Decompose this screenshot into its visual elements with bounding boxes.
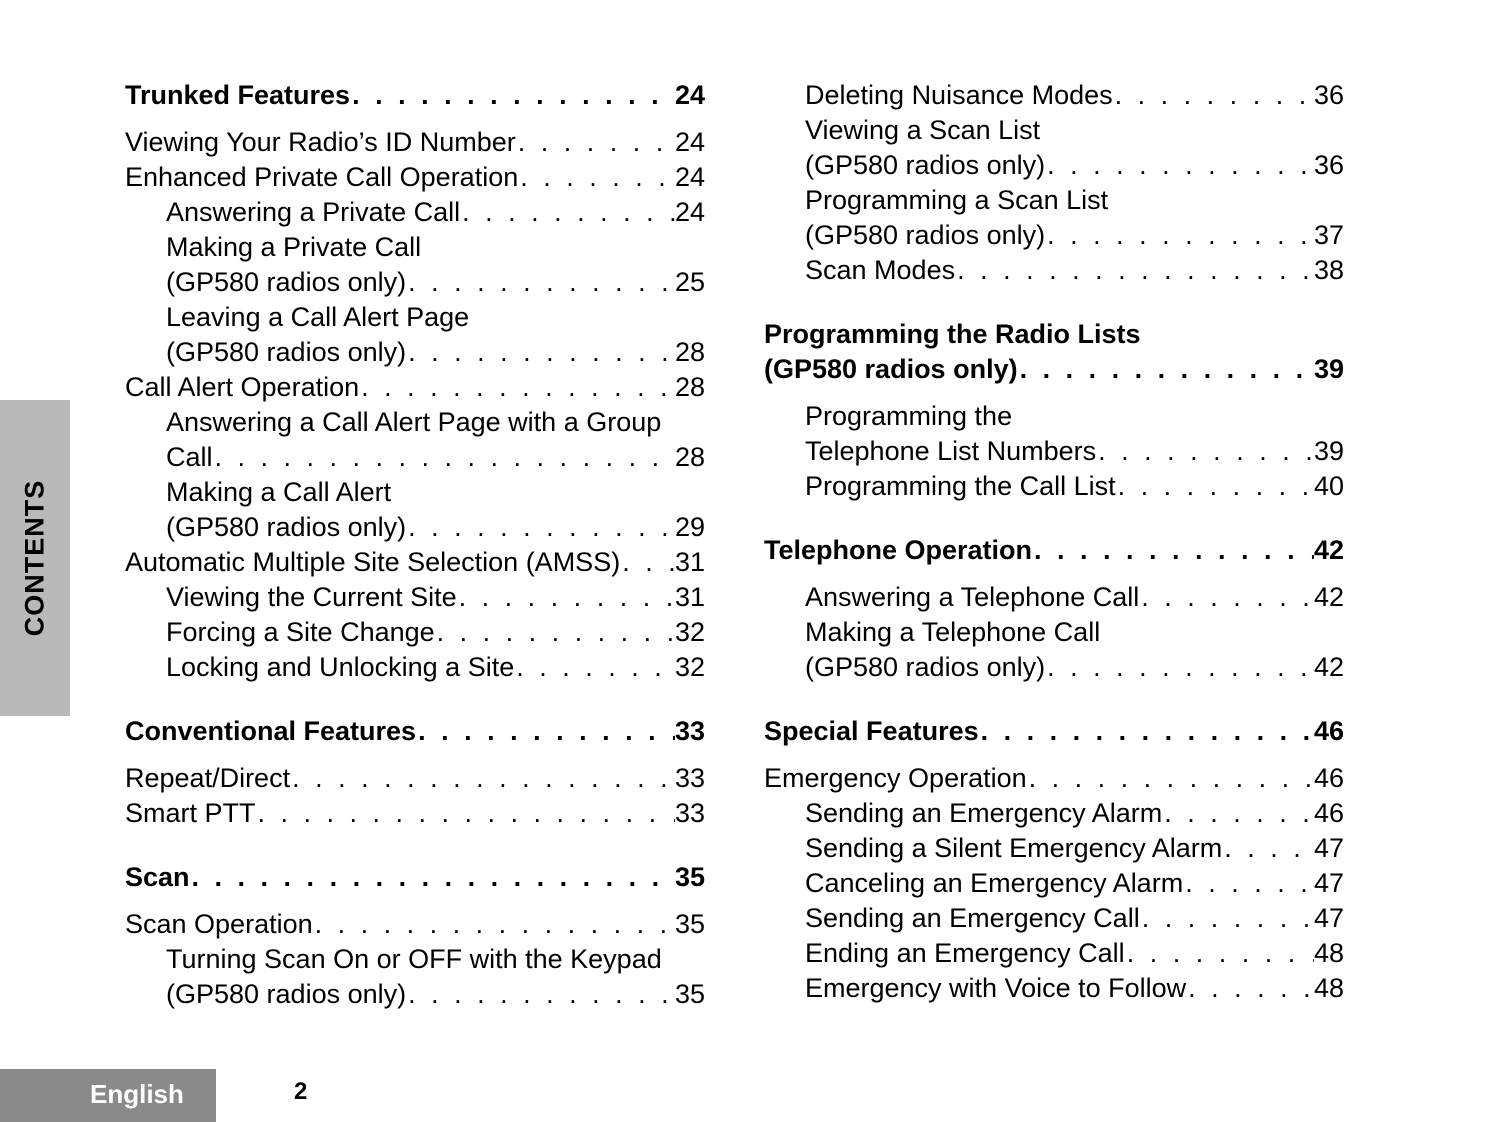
toc-entry-locking-site[interactable]: Locking and Unlocking a Site . . . 32 [166, 650, 705, 685]
toc-heading-programming-radio-lists-line1: Programming the Radio Lists [764, 319, 1141, 349]
toc-entry-call-alert-operation[interactable]: Call Alert Operation . . . 28 [125, 370, 705, 405]
toc-entry-answering-private-call[interactable]: Answering a Private Call . . . 24 [166, 195, 705, 230]
toc-entry-programming-call-list[interactable]: Programming the Call List . . . 40 [805, 469, 1344, 504]
toc-entry-programming-tel-list[interactable]: Telephone List Numbers . . . 39 [805, 434, 1344, 469]
toc-heading-special-features[interactable]: Special Features . . . 46 [764, 714, 1344, 749]
toc-entry-turning-scan-line1: Turning Scan On or OFF with the Keypad [166, 944, 662, 974]
toc-entry-making-telephone-line1: Making a Telephone Call [805, 617, 1101, 647]
toc-entry-viewing-scan-list[interactable]: (GP580 radios only) . . . 36 [805, 148, 1344, 183]
toc-entry-answering-alert[interactable]: Call . . . 28 [166, 440, 705, 475]
toc-entry-making-telephone[interactable]: (GP580 radios only) . . . 42 [805, 650, 1344, 685]
toc-entry-repeat-direct[interactable]: Repeat/Direct . . . 33 [125, 761, 705, 796]
page-number: 2 [294, 1078, 308, 1105]
toc-entry-smart-ptt[interactable]: Smart PTT . . . 33 [125, 796, 705, 831]
toc-left-column [125, 78, 705, 1012]
toc-entry-scan-modes[interactable]: Scan Modes . . . 38 [805, 253, 1344, 288]
toc-entry-emergency-operation[interactable]: Emergency Operation . . . 46 [764, 761, 1344, 796]
toc-heading-conventional-features[interactable]: Conventional Features . . . 33 [125, 714, 705, 749]
toc-heading-scan[interactable]: Scan . . . 35 [125, 860, 705, 895]
toc-entry-ending-emergency-call[interactable]: Ending an Emergency Call . . . 48 [805, 936, 1344, 971]
toc-entry-forcing-site[interactable]: Forcing a Site Change . . . 32 [166, 615, 705, 650]
language-tab [0, 1069, 216, 1122]
toc-entry-leaving-alert[interactable]: (GP580 radios only) . . . 28 [166, 335, 705, 370]
toc-entry-leaving-alert-line1: Leaving a Call Alert Page [166, 302, 470, 332]
contents-label: CONTENTS [19, 479, 50, 637]
toc-entry-programming-scan-list-line1: Programming a Scan List [805, 185, 1109, 215]
toc-entry-answering-telephone[interactable]: Answering a Telephone Call . . . 42 [805, 580, 1344, 615]
toc-entry-sending-alarm[interactable]: Sending an Emergency Alarm . . . 46 [805, 796, 1344, 831]
toc-entry-making-alert-line1: Making a Call Alert [166, 477, 392, 507]
toc-entry-deleting-nuisance[interactable]: Deleting Nuisance Modes . . . 36 [805, 78, 1344, 113]
language-label: English [90, 1079, 184, 1109]
toc-entry-viewing-site[interactable]: Viewing the Current Site . . . 31 [166, 580, 705, 615]
toc-entry-viewing-scan-list-line1: Viewing a Scan List [805, 115, 1041, 145]
toc-heading-telephone-operation[interactable]: Telephone Operation . . . 42 [764, 533, 1344, 568]
toc-entry-scan-operation[interactable]: Scan Operation . . . 35 [125, 907, 705, 942]
toc-entry-enhanced-private-call[interactable]: Enhanced Private Call Operation . . . 24 [125, 160, 705, 195]
toc-entry-making-private-call[interactable]: (GP580 radios only) . . . 25 [166, 265, 705, 300]
toc-entry-viewing-id[interactable]: Viewing Your Radio’s ID Number . . . 24 [125, 125, 705, 160]
toc-entry-amss[interactable]: Automatic Multiple Site Selection (AMSS) . . . 31 [125, 545, 705, 580]
toc-heading-trunked-features[interactable]: Trunked Features . . . 24 [125, 78, 705, 113]
toc-entry-canceling-alarm[interactable]: Canceling an Emergency Alarm . . . 47 [805, 866, 1344, 901]
toc-right-column [764, 78, 1344, 1006]
toc-entry-voice-to-follow[interactable]: Emergency with Voice to Follow . . . 48 [805, 971, 1344, 1006]
toc-entry-programming-tel-list-line1: Programming the [805, 401, 1013, 431]
toc-entry-turning-scan[interactable]: (GP580 radios only) . . . 35 [166, 977, 705, 1012]
toc-entry-answering-alert-line1: Answering a Call Alert Page with a Group [166, 407, 662, 437]
contents-side-tab [0, 400, 70, 716]
toc-heading-programming-radio-lists[interactable]: (GP580 radios only) . . . 39 [764, 352, 1344, 387]
toc-entry-sending-emergency-call[interactable]: Sending an Emergency Call . . . 47 [805, 901, 1344, 936]
toc-entry-making-private-call-line1: Making a Private Call [166, 232, 422, 262]
toc-entry-sending-silent-alarm[interactable]: Sending a Silent Emergency Alarm . . . 47 [805, 831, 1344, 866]
toc-entry-making-alert[interactable]: (GP580 radios only) . . . 29 [166, 510, 705, 545]
toc-entry-programming-scan-list[interactable]: (GP580 radios only) . . . 37 [805, 218, 1344, 253]
